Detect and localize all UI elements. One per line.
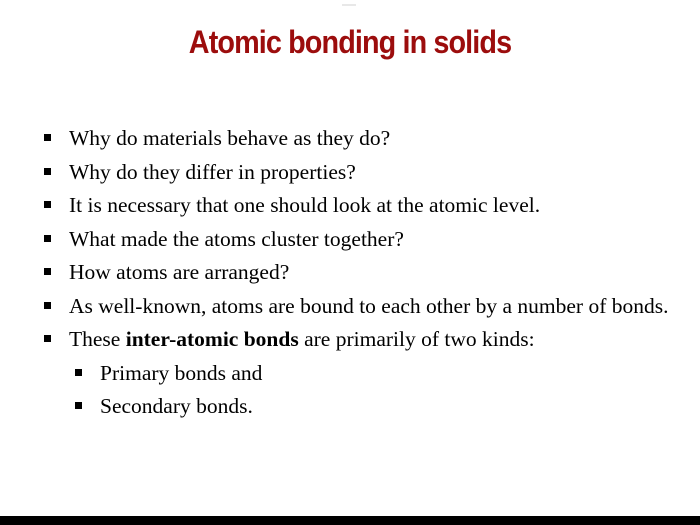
bullet-text: Why do materials behave as they do? <box>69 126 391 150</box>
square-bullet-icon <box>44 302 51 309</box>
bullet-list <box>42 124 672 426</box>
bullet-text: How atoms are arranged? <box>69 260 290 284</box>
square-bullet-icon <box>44 134 51 141</box>
top-decoration <box>342 4 356 6</box>
bullet-text: It is necessary that one should look at the atomic level. <box>69 193 541 217</box>
slide-title: Atomic bonding in solids <box>188 24 512 60</box>
bullet-text-prefix: These <box>69 327 126 351</box>
sub-bullet-text: Secondary bonds. <box>100 394 253 418</box>
square-bullet-icon <box>75 402 82 409</box>
square-bullet-icon <box>44 268 51 275</box>
bullet-item <box>42 191 672 220</box>
square-bullet-icon <box>44 335 51 342</box>
sub-bullet-item <box>73 359 672 388</box>
square-bullet-icon <box>44 168 51 175</box>
bullet-text: Why do they differ in properties? <box>69 159 356 184</box>
bottom-bar <box>0 516 700 525</box>
bullet-item <box>42 124 672 153</box>
bullet-text: What made the atoms cluster together? <box>69 226 404 251</box>
bullet-item <box>42 325 672 354</box>
square-bullet-icon <box>75 369 82 376</box>
sub-bullet-item <box>73 392 672 421</box>
bullet-item <box>42 292 672 321</box>
bullet-item <box>42 158 672 187</box>
bullet-text-emphasis: inter-atomic bonds <box>125 327 299 351</box>
sub-bullet-text: Primary bonds and <box>100 360 263 385</box>
bullet-text-suffix: are primarily of two kinds: <box>298 327 535 351</box>
bullet-item <box>42 225 672 254</box>
bullet-item <box>42 258 672 287</box>
bullet-text: As well-known, atoms are bound to each other by a number of bonds. <box>69 293 669 318</box>
square-bullet-icon <box>44 201 51 208</box>
square-bullet-icon <box>44 235 51 242</box>
